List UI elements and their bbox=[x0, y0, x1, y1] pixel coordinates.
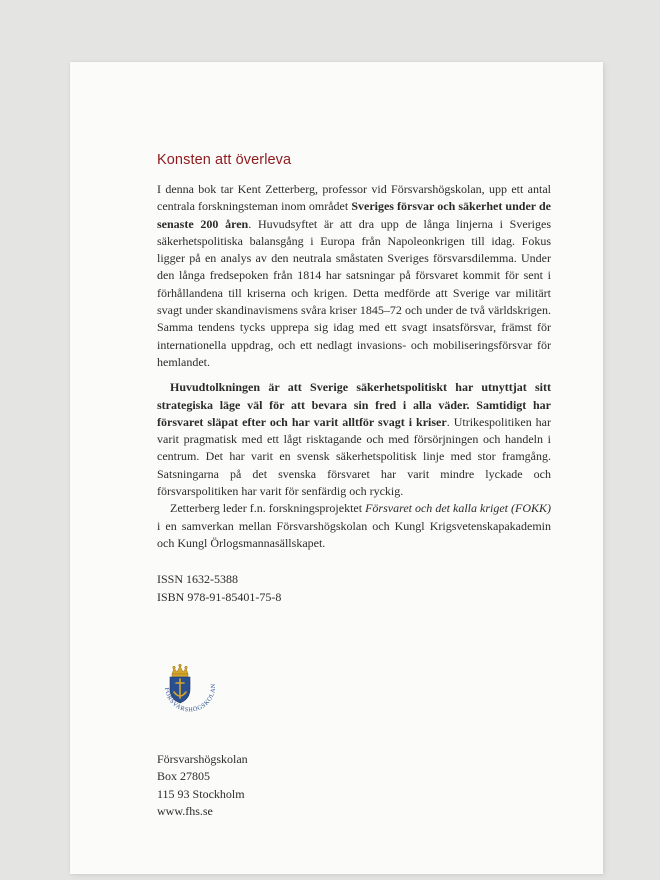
book-back-cover bbox=[70, 62, 603, 874]
logo-ring-text: FÖRSVARSHÖGSKOLAN bbox=[162, 683, 218, 714]
cover-text-block bbox=[157, 152, 551, 606]
identifiers bbox=[157, 571, 551, 606]
description-paragraph-2 bbox=[157, 379, 551, 500]
p3-italic: Försvaret och det kalla kriget (FOKK) bbox=[365, 501, 551, 516]
p1-text-c: . Huvudsyftet är att dra upp de långa linjerna i Sveriges säkerhetspolitiska balansgång i Europa från Napoleonkrigen till idag. Fokus ligger på en analys av den neutrala småstaten Sveriges försvarsdilemma. Under den långa fredsepoken från 1814 har satsningar på försvaret kommit för sent i förhållandena till kriserna och krigen. Detta medförde att Sverige var militärt svagt under skandinavismens svåra kriser 1845–72 och under de två världskrigen. Samma tendens tycks upprepa sig idag med ett svagt insatsförsvar, främst för internationella uppdrag, och ett nedlagt invasions- och mobiliseringsförsvar för hemlandet. bbox=[157, 216, 551, 369]
isbn-number: ISBN 978-91-85401-75-8 bbox=[157, 589, 282, 604]
p2-text-c: . Utrikespolitiken har varit pragmatisk med ett lågt risktagande och med försörjningen och handeln i centrum. Det har varit en svensk säkerhetspolitisk linje med stor framgång. Satsningarna på det svenska försvaret har varit mindre lyckade och försvarspolitiken har varit för senfärdig och ryckig. bbox=[157, 414, 552, 499]
p1-text-a: I denna bok tar Kent Zetterberg, professor vid Försvarshögskolan, upp ett antal centrala forskningsteman inom området bbox=[157, 182, 551, 214]
fhs-logo-emblem-icon bbox=[155, 644, 225, 724]
p2-bold: Huvudtolkningen är att Sverige säkerhetspolitiskt har utnyttjat sitt strategiska läge väl för att bevara sin fred i alla väder. Samtidigt har försvaret släpat efter och har varit alltför svagt i kriser bbox=[157, 380, 551, 429]
publisher-website: www.fhs.se bbox=[157, 803, 213, 818]
book-title: Konsten att överleva bbox=[157, 152, 292, 168]
publisher-city: 115 93 Stockholm bbox=[157, 786, 245, 801]
description-paragraph-3 bbox=[157, 500, 551, 552]
p3-text-c: i en samverkan mellan Försvarshögskolan och Kungl Krigsvetenskapakademin och Kungl Örlogsmannasällskapet. bbox=[157, 518, 551, 550]
p3-text-a: Zetterberg leder f.n. forskningsprojektet bbox=[170, 501, 366, 516]
publisher-address bbox=[157, 751, 248, 820]
publisher-box: Box 27805 bbox=[157, 769, 211, 784]
publisher-name: Försvarshögskolan bbox=[157, 752, 248, 766]
paragraph-gap bbox=[157, 371, 551, 379]
p1-bold: Sveriges försvar och säkerhet under de senaste 200 åren bbox=[157, 199, 551, 231]
fhs-logo bbox=[155, 644, 225, 724]
description-paragraph-1 bbox=[157, 181, 551, 371]
issn-number: ISSN 1632-5388 bbox=[157, 572, 239, 587]
